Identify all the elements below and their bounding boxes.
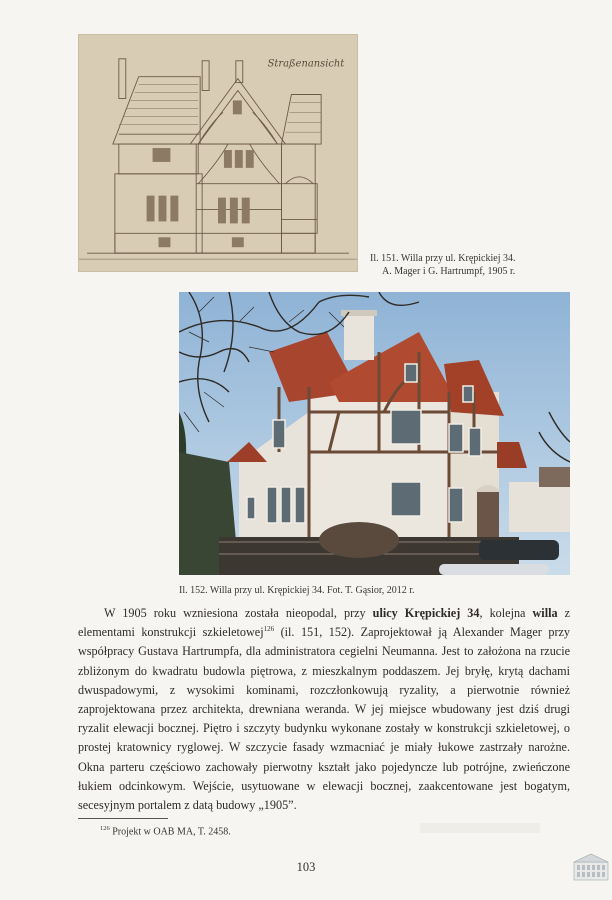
body-text-c: z elementami konstrukcji szkieletowej: [78, 606, 571, 640]
villa-photo: [179, 292, 570, 575]
body-paragraph: [78, 604, 570, 815]
figure-151-caption-line1: Il. 151. Willa przy ul. Krępickiej 34.: [370, 253, 516, 264]
body-text-d: (il. 151, 152). Zaprojektował ją Alexander Mager przy współpracy Gustava Hartrumpfa, dla administratora cegielni Neumanna. Jest to założona na rzucie zbliżonym do kwadratu budowla piętrowa, z mieszkalnym poddaszem. Jej bryłę, krytą dachami dwuspadowymi, z wysokimi kominami, rozczłonkowują ryzality, a pierwotnie również zaprojektowana przez architekta, drewniana weranda. W jej miejsce wbudowany jest dziś drugi ryzalit elewacji bocznej. Piętro i szczyty budynku wykonane zostały w konstrukcji szkieletowej, o prostej kratownicy ryglowej. W szczycie fasady wzmacniać je miały łukowe zastrzały narożne. Okna parteru częściowo zachowały pierwotny kształt jako pojedyncze lub potrójne, zwieńczone łukiem odcinkowym. Wejście, usytuowane w elewacji bocznej, zaakcentowane jest bogatym, secesyjnym portalem z datą budowy „1905”.: [78, 625, 571, 813]
footnote: [100, 825, 231, 837]
villa-elevation-sketch: [79, 35, 357, 271]
page-number: 103: [296, 860, 316, 874]
footnote-number: 126: [100, 825, 110, 832]
figure-151-caption: [370, 252, 570, 278]
body-text-a: W 1905 roku wzniesiona została nieopodal, przy: [104, 606, 373, 620]
body-bold-villa: willa: [532, 606, 558, 620]
figure-151-drawing: [78, 34, 358, 272]
sketch-handwritten-note: Straßenansicht: [267, 58, 345, 70]
figure-152-caption: Il. 152. Willa przy ul. Krępickiej 34. Fot. T. Gąsior, 2012 r.: [179, 585, 415, 596]
body-bold-street: ulicy Krępickiej 34: [372, 606, 480, 620]
library-building-icon: [572, 852, 610, 882]
footnote-reference[interactable]: 126: [263, 625, 275, 634]
figure-152-photo: [179, 292, 570, 575]
figure-151-caption-line2: A. Mager i G. Hartrumpf, 1905 r.: [382, 266, 516, 277]
body-text-b: , kolejna: [479, 606, 533, 620]
footnote-text: Projekt w OAB MA, T. 2458.: [109, 826, 231, 838]
footnote-divider: [78, 818, 168, 819]
bleed-through-smudge: [420, 823, 540, 833]
